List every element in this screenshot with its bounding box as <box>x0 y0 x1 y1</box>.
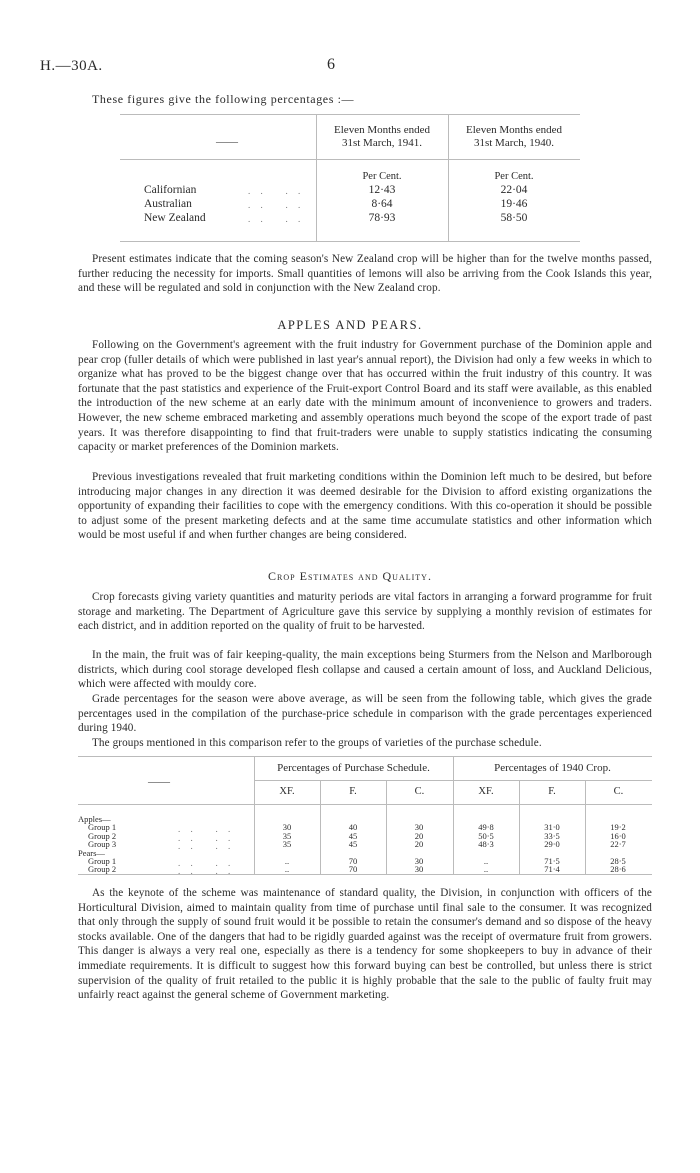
row-label: Group 2 <box>88 864 117 875</box>
subheader-f: F. <box>349 786 357 797</box>
table-cell: 45 <box>348 839 358 850</box>
col-1940-header-line1: Eleven Months ended <box>466 124 562 136</box>
leader-dots: . . . . <box>248 186 305 196</box>
paragraph-keeping-quality: In the main, the fruit was of fair keeping-quality, the main exceptions being Sturmers from the Nelson and Marlborough districts, which during cool storage developed flesh collapse and caused a certain amount of loss, and Auckland Delicious, which were affected with mouldy core. <box>78 649 652 691</box>
paragraph-present-estimates: Present estimates indicate that the coming season's New Zealand crop will be higher than for the twelve months passed, further reducing the necessity for imports. Small quantities of lemons will also be arriving from the Cook Islands this year, and these will be regulated and sold in conjunction with the New Zealand crop. <box>78 253 652 295</box>
value-1940: 19·46 <box>500 198 528 210</box>
table-cell: 71·4 <box>544 864 560 875</box>
paragraph-groups: The groups mentioned in this comparison refer to the groups of varieties of the purchase schedule. <box>92 737 542 749</box>
unit-label-1941: Per Cent. <box>362 171 402 182</box>
blank-column-header: —— <box>148 776 170 788</box>
table-cell: 30 <box>414 822 424 833</box>
table-cell: 29·0 <box>544 839 560 850</box>
table-cell: 33·5 <box>544 830 560 841</box>
subheader-c: C. <box>613 786 624 797</box>
paragraph-grade-percentages: Grade percentages for the season were above average, as will be seen from the following table, which gives the grade percentages used in the compilation of the purchase-price schedule in comparison with the grade percentages experienced during 1940. <box>78 693 652 735</box>
row-label: Group 2 <box>88 830 117 841</box>
table-cell: .. <box>483 856 489 866</box>
leader-dots: . . . . <box>178 866 235 877</box>
row-label: Australian <box>144 198 192 210</box>
col-1941-header-line1: Eleven Months ended <box>334 124 430 136</box>
row-label: Group 3 <box>88 839 117 850</box>
table-cell: .. <box>284 856 290 866</box>
table-cell: 20 <box>414 839 424 850</box>
unit-label-1940: Per Cent. <box>494 171 534 182</box>
table-cell: .. <box>483 864 489 875</box>
table-cell: 30 <box>282 822 292 833</box>
col-1940-header-line2: 31st March, 1940. <box>473 137 555 149</box>
value-1940: 22·04 <box>500 184 528 196</box>
col-1941-header-line2: 31st March, 1941. <box>341 137 423 149</box>
value-1940: 58·50 <box>500 212 528 224</box>
table-cell: 48·3 <box>478 839 494 850</box>
citrus-percentage-table <box>120 114 580 242</box>
table-cell: 30 <box>414 864 424 875</box>
table-cell: 20 <box>414 830 424 841</box>
row-label: Californian <box>144 184 197 196</box>
col-1941-header <box>316 124 448 150</box>
table-cell: 35 <box>282 839 292 850</box>
document-reference: H.—30A. <box>40 58 103 74</box>
leader-dots: . . . . <box>178 858 235 868</box>
table-cell: 40 <box>348 822 358 833</box>
table-cell: 35 <box>282 830 292 841</box>
subheader-xf: XF. <box>279 786 295 797</box>
leader-dots: . . . . <box>178 824 235 835</box>
table-cell: 28·5 <box>610 856 626 866</box>
leader-dots: . . . . <box>248 200 305 210</box>
table-rule <box>78 756 652 757</box>
paragraph-crop-forecasts: Crop forecasts giving variety quantities and maturity periods are vital factors in arranging a forward programme for fruit storage and marketing. The Department of Agriculture gave this service by supplying a monthly revision of estimates for each district, and in addition reported on the quality of fruit to be harvested. <box>78 591 652 633</box>
table-cell: 30 <box>414 856 424 866</box>
table-row <box>120 198 580 212</box>
table-cell: 31·0 <box>544 822 560 833</box>
leader-dots: . . . . <box>178 841 235 852</box>
col-1940-header <box>448 124 580 150</box>
row-label: Group 1 <box>88 856 117 866</box>
table-row <box>120 184 580 198</box>
table-rule <box>120 114 580 115</box>
value-1941: 8·64 <box>371 198 393 210</box>
leader-dots: . . . . <box>178 832 235 843</box>
subheader-c: C. <box>414 786 425 797</box>
intro-text: These figures give the following percentages :— <box>92 92 355 106</box>
table-cell: 70 <box>348 864 358 875</box>
table-cell: 16·0 <box>610 830 626 841</box>
section-heading: APPLES AND PEARS. <box>277 318 423 332</box>
paragraph-previous: Previous investigations revealed that fruit marketing conditions within the Dominion left much to be desired, but before introducing major changes in any direction it was deemed desirable for the Division to afford existing organizations the opportunity of expanding their facilities to cope with the emergency conditions. With this co-operation it should be possible to adjust some of the present marketing defects and at the same time accumulate statistics and other information which would be most useful if and when further changes are being considered. <box>78 471 652 542</box>
sub-heading: Crop Estimates and Quality. <box>268 569 432 583</box>
subheader-xf: XF. <box>478 786 494 797</box>
subheader-f: F. <box>548 786 556 797</box>
grade-percentage-table <box>78 756 652 877</box>
table-cell: 22·7 <box>610 839 626 850</box>
table-rule <box>120 241 580 242</box>
table-cell: 19·2 <box>610 822 626 833</box>
table-row <box>120 212 580 226</box>
table-cell: 50·5 <box>478 830 494 841</box>
table-rule <box>78 804 652 805</box>
blank-column-header: —— <box>216 136 238 148</box>
table-cell: 45 <box>348 830 358 841</box>
table-cell: 49·8 <box>478 822 494 833</box>
table-row <box>78 864 652 877</box>
value-1941: 12·43 <box>368 184 396 196</box>
value-1941: 78·93 <box>368 212 396 224</box>
table-rule <box>120 159 580 160</box>
page-number: 6 <box>327 56 335 73</box>
crop-1940-header: Percentages of 1940 Crop. <box>494 762 611 774</box>
row-label: New Zealand <box>144 212 206 224</box>
paragraph-following: Following on the Government's agreement with the fruit industry for Government purchase of the Dominion apple and pear crop (fuller details of which were published in last year's annual report), the Division had only a few weeks in which to organize what has proved to be the biggest change over that has occurred within the fruit industry of this country. It was fortunate that the past statistics and experience of the Fruit-export Control Board and its staff were available, as this enabled the introduction of the new scheme at an early date with the minimum amount of inconvenience to growers and traders. However, the new scheme embraced marketing and assembly operations much beyond the scope of the export trade of past years. It was therefore disappointing to find that fruit-traders were unable to supply statistics indicating the consuming capacity or market preferences of the Dominion markets. <box>78 339 652 454</box>
table-cell: 28·6 <box>610 864 626 875</box>
leader-dots: . . . . <box>248 214 305 224</box>
table-cell: 70 <box>348 856 358 866</box>
table-cell: 71·5 <box>544 856 560 866</box>
section-label: Apples— <box>78 814 111 824</box>
section-label: Pears— <box>78 847 105 858</box>
table-cell: .. <box>284 864 290 875</box>
purchase-schedule-header: Percentages of Purchase Schedule. <box>277 762 430 774</box>
paragraph-keynote: As the keynote of the scheme was maintenance of standard quality, the Division, in conjunction with officers of the Horticultural Division, aimed to maintain quality from time of purchase until final sale to the consumer. It was recognized that only through the supply of sound fruit would it be possible to retain the consumer's demand and so dispose of the heavy stocks available. One of the dangers that had to be rigidly guarded against was the receipt of overmature fruit from growers. This danger is always a very real one, especially as there is a tendency for some shopkeepers to buy in advance of their immediate requirements. It is difficult to suggest how this forward buying can best be controlled, but unless there is strict supervision of the quality of fruit retailed to the public it is highly probable that the sale to the public of faulty fruit may unfairly react against the general scheme of Government marketing. <box>78 887 652 1002</box>
row-label: Group 1 <box>88 822 117 833</box>
